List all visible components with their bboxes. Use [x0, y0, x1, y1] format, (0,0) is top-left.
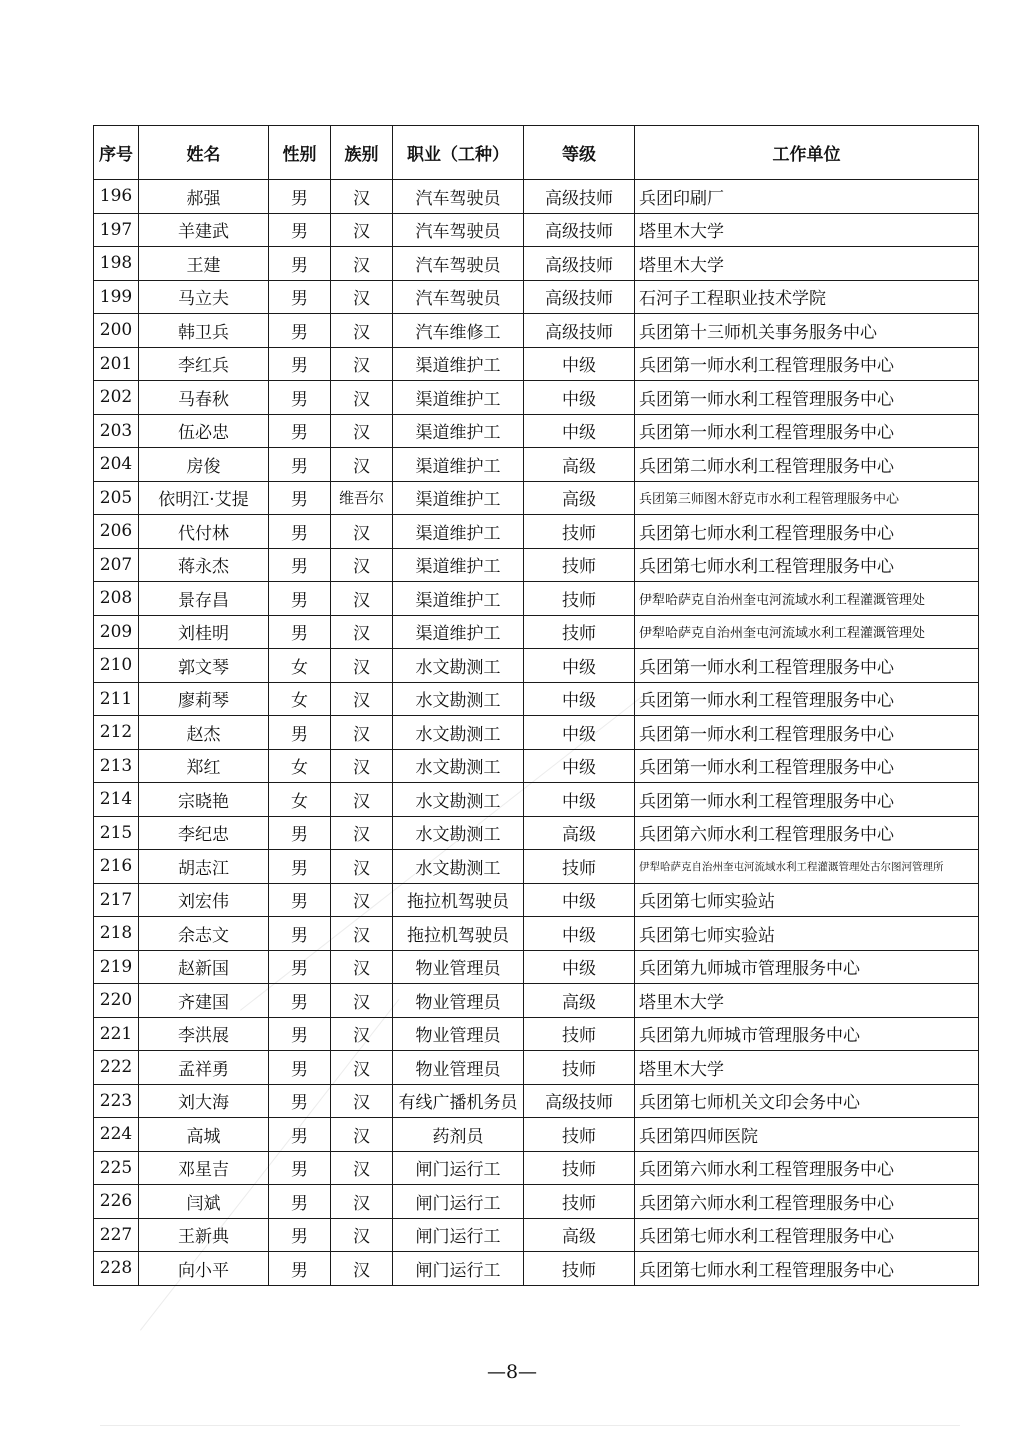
cell-no: 213	[94, 749, 139, 783]
cell-no: 208	[94, 582, 139, 616]
cell-occupation: 药剂员	[393, 1118, 524, 1152]
cell-no: 218	[94, 917, 139, 951]
header-name: 姓名	[139, 126, 269, 180]
cell-name: 廖莉琴	[139, 682, 269, 716]
cell-gender: 女	[269, 649, 331, 683]
cell-unit: 石河子工程职业技术学院	[635, 280, 979, 314]
cell-ethnicity: 汉	[331, 414, 393, 448]
cell-name: 郭文琴	[139, 649, 269, 683]
cell-level: 高级技师	[524, 314, 635, 348]
cell-gender: 男	[269, 1151, 331, 1185]
header-ethnicity: 族别	[331, 126, 393, 180]
cell-unit: 兵团第一师水利工程管理服务中心	[635, 749, 979, 783]
cell-gender: 男	[269, 1084, 331, 1118]
cell-gender: 男	[269, 381, 331, 415]
cell-no: 223	[94, 1084, 139, 1118]
cell-no: 225	[94, 1151, 139, 1185]
cell-unit: 兵团第一师水利工程管理服务中心	[635, 783, 979, 817]
cell-no: 226	[94, 1185, 139, 1219]
cell-level: 中级	[524, 649, 635, 683]
table-row	[94, 984, 979, 1018]
cell-ethnicity: 汉	[331, 280, 393, 314]
cell-level: 中级	[524, 917, 635, 951]
cell-level: 技师	[524, 1151, 635, 1185]
cell-unit: 兵团第七师实验站	[635, 883, 979, 917]
cell-ethnicity: 汉	[331, 1118, 393, 1152]
cell-occupation: 水文勘测工	[393, 783, 524, 817]
table-row	[94, 481, 979, 515]
cell-ethnicity: 汉	[331, 950, 393, 984]
cell-no: 211	[94, 682, 139, 716]
table-row	[94, 1218, 979, 1252]
cell-occupation: 物业管理员	[393, 984, 524, 1018]
cell-gender: 女	[269, 749, 331, 783]
cell-gender: 男	[269, 247, 331, 281]
cell-occupation: 闸门运行工	[393, 1185, 524, 1219]
cell-occupation: 水文勘测工	[393, 716, 524, 750]
cell-gender: 男	[269, 816, 331, 850]
cell-ethnicity: 汉	[331, 716, 393, 750]
table-row	[94, 280, 979, 314]
cell-occupation: 闸门运行工	[393, 1218, 524, 1252]
table-row	[94, 783, 979, 817]
cell-occupation: 汽车驾驶员	[393, 247, 524, 281]
table-row	[94, 950, 979, 984]
cell-level: 技师	[524, 548, 635, 582]
cell-name: 王新典	[139, 1218, 269, 1252]
cell-no: 228	[94, 1252, 139, 1286]
cell-unit: 兵团第七师水利工程管理服务中心	[635, 515, 979, 549]
cell-occupation: 水文勘测工	[393, 682, 524, 716]
cell-level: 技师	[524, 1051, 635, 1085]
cell-ethnicity: 汉	[331, 247, 393, 281]
cell-unit: 塔里木大学	[635, 984, 979, 1018]
cell-unit: 塔里木大学	[635, 247, 979, 281]
personnel-table	[93, 125, 979, 1286]
cell-level: 中级	[524, 749, 635, 783]
cell-occupation: 水文勘测工	[393, 649, 524, 683]
cell-ethnicity: 汉	[331, 548, 393, 582]
cell-no: 209	[94, 615, 139, 649]
cell-name: 郑红	[139, 749, 269, 783]
cell-occupation: 水文勘测工	[393, 749, 524, 783]
cell-name: 马立夫	[139, 280, 269, 314]
header-no: 序号	[94, 126, 139, 180]
cell-no: 198	[94, 247, 139, 281]
cell-gender: 男	[269, 615, 331, 649]
cell-gender: 男	[269, 1118, 331, 1152]
cell-name: 刘宏伟	[139, 883, 269, 917]
cell-ethnicity: 汉	[331, 682, 393, 716]
cell-gender: 男	[269, 180, 331, 214]
cell-gender: 男	[269, 950, 331, 984]
cell-occupation: 渠道维护工	[393, 448, 524, 482]
cell-occupation: 渠道维护工	[393, 548, 524, 582]
cell-level: 高级	[524, 481, 635, 515]
cell-occupation: 物业管理员	[393, 1051, 524, 1085]
cell-occupation: 闸门运行工	[393, 1252, 524, 1286]
table-row	[94, 582, 979, 616]
cell-gender: 男	[269, 515, 331, 549]
cell-occupation: 物业管理员	[393, 1017, 524, 1051]
cell-occupation: 渠道维护工	[393, 481, 524, 515]
table-row	[94, 515, 979, 549]
cell-gender: 男	[269, 1252, 331, 1286]
cell-ethnicity: 汉	[331, 582, 393, 616]
cell-no: 201	[94, 347, 139, 381]
cell-ethnicity: 汉	[331, 381, 393, 415]
cell-level: 中级	[524, 716, 635, 750]
cell-unit: 兵团第一师水利工程管理服务中心	[635, 381, 979, 415]
cell-name: 王建	[139, 247, 269, 281]
cell-gender: 男	[269, 716, 331, 750]
cell-ethnicity: 汉	[331, 816, 393, 850]
cell-ethnicity: 汉	[331, 1218, 393, 1252]
cell-occupation: 汽车驾驶员	[393, 213, 524, 247]
cell-level: 技师	[524, 1017, 635, 1051]
cell-gender: 男	[269, 984, 331, 1018]
cell-gender: 男	[269, 1017, 331, 1051]
table-row	[94, 1252, 979, 1286]
cell-no: 212	[94, 716, 139, 750]
cell-unit: 兵团第六师水利工程管理服务中心	[635, 1151, 979, 1185]
table-row	[94, 448, 979, 482]
cell-no: 207	[94, 548, 139, 582]
cell-gender: 男	[269, 548, 331, 582]
cell-level: 技师	[524, 1185, 635, 1219]
cell-no: 200	[94, 314, 139, 348]
cell-ethnicity: 维吾尔	[331, 481, 393, 515]
cell-level: 高级技师	[524, 213, 635, 247]
header-unit: 工作单位	[635, 126, 979, 180]
cell-occupation: 渠道维护工	[393, 515, 524, 549]
table-body	[94, 180, 979, 1286]
cell-level: 高级	[524, 1218, 635, 1252]
cell-unit: 兵团第一师水利工程管理服务中心	[635, 414, 979, 448]
cell-ethnicity: 汉	[331, 783, 393, 817]
cell-ethnicity: 汉	[331, 448, 393, 482]
cell-level: 中级	[524, 347, 635, 381]
cell-level: 高级技师	[524, 280, 635, 314]
cell-unit: 兵团第四师医院	[635, 1118, 979, 1152]
cell-unit: 兵团第九师城市管理服务中心	[635, 1017, 979, 1051]
cell-name: 刘大海	[139, 1084, 269, 1118]
table-row	[94, 716, 979, 750]
cell-ethnicity: 汉	[331, 347, 393, 381]
cell-no: 220	[94, 984, 139, 1018]
cell-occupation: 渠道维护工	[393, 347, 524, 381]
cell-ethnicity: 汉	[331, 984, 393, 1018]
cell-unit: 兵团印刷厂	[635, 180, 979, 214]
cell-unit: 兵团第一师水利工程管理服务中心	[635, 347, 979, 381]
cell-level: 技师	[524, 615, 635, 649]
cell-unit: 兵团第九师城市管理服务中心	[635, 950, 979, 984]
cell-name: 邓星吉	[139, 1151, 269, 1185]
cell-level: 高级	[524, 448, 635, 482]
cell-occupation: 水文勘测工	[393, 850, 524, 884]
cell-gender: 男	[269, 414, 331, 448]
cell-name: 代付林	[139, 515, 269, 549]
cell-ethnicity: 汉	[331, 515, 393, 549]
cell-no: 210	[94, 649, 139, 683]
cell-ethnicity: 汉	[331, 917, 393, 951]
table-row	[94, 180, 979, 214]
table-row	[94, 1151, 979, 1185]
cell-unit: 兵团第三师图木舒克市水利工程管理服务中心	[635, 481, 979, 515]
cell-no: 202	[94, 381, 139, 415]
cell-no: 222	[94, 1051, 139, 1085]
cell-ethnicity: 汉	[331, 1151, 393, 1185]
table-row	[94, 649, 979, 683]
table-header-row	[94, 126, 979, 180]
cell-unit: 兵团第七师实验站	[635, 917, 979, 951]
cell-gender: 男	[269, 1051, 331, 1085]
table-row	[94, 1118, 979, 1152]
cell-unit: 伊犁哈萨克自治州奎屯河流域水利工程灌溉管理处	[635, 615, 979, 649]
cell-name: 高城	[139, 1118, 269, 1152]
cell-no: 217	[94, 883, 139, 917]
cell-name: 李纪忠	[139, 816, 269, 850]
header-gender: 性别	[269, 126, 331, 180]
cell-occupation: 闸门运行工	[393, 1151, 524, 1185]
cell-gender: 男	[269, 481, 331, 515]
cell-occupation: 渠道维护工	[393, 615, 524, 649]
table-row	[94, 682, 979, 716]
cell-ethnicity: 汉	[331, 649, 393, 683]
cell-occupation: 渠道维护工	[393, 414, 524, 448]
page-number: —8—	[486, 1361, 538, 1383]
cell-name: 依明江·艾提	[139, 481, 269, 515]
cell-no: 204	[94, 448, 139, 482]
table-row	[94, 414, 979, 448]
cell-name: 孟祥勇	[139, 1051, 269, 1085]
cell-no: 203	[94, 414, 139, 448]
cell-name: 宗晓艳	[139, 783, 269, 817]
table-row	[94, 917, 979, 951]
cell-no: 205	[94, 481, 139, 515]
cell-no: 224	[94, 1118, 139, 1152]
cell-ethnicity: 汉	[331, 213, 393, 247]
cell-name: 李洪展	[139, 1017, 269, 1051]
cell-unit: 塔里木大学	[635, 1051, 979, 1085]
cell-ethnicity: 汉	[331, 1084, 393, 1118]
cell-ethnicity: 汉	[331, 1017, 393, 1051]
cell-level: 技师	[524, 1252, 635, 1286]
cell-ethnicity: 汉	[331, 180, 393, 214]
cell-no: 214	[94, 783, 139, 817]
table-row	[94, 1185, 979, 1219]
cell-occupation: 渠道维护工	[393, 582, 524, 616]
cell-gender: 女	[269, 682, 331, 716]
cell-unit: 兵团第一师水利工程管理服务中心	[635, 716, 979, 750]
cell-name: 蒋永杰	[139, 548, 269, 582]
table-row	[94, 548, 979, 582]
cell-unit: 塔里木大学	[635, 213, 979, 247]
cell-name: 向小平	[139, 1252, 269, 1286]
table-row	[94, 381, 979, 415]
table-row	[94, 615, 979, 649]
cell-no: 199	[94, 280, 139, 314]
cell-name: 李红兵	[139, 347, 269, 381]
cell-name: 赵杰	[139, 716, 269, 750]
cell-gender: 男	[269, 1218, 331, 1252]
cell-occupation: 拖拉机驾驶员	[393, 917, 524, 951]
decorative-line	[100, 1425, 960, 1426]
cell-no: 227	[94, 1218, 139, 1252]
cell-level: 技师	[524, 515, 635, 549]
cell-level: 技师	[524, 1118, 635, 1152]
cell-gender: 男	[269, 917, 331, 951]
cell-name: 闫斌	[139, 1185, 269, 1219]
cell-occupation: 有线广播机务员	[393, 1084, 524, 1118]
cell-ethnicity: 汉	[331, 850, 393, 884]
cell-name: 马春秋	[139, 381, 269, 415]
cell-unit: 兵团第七师机关文印会务中心	[635, 1084, 979, 1118]
cell-gender: 男	[269, 448, 331, 482]
cell-no: 221	[94, 1017, 139, 1051]
table-row	[94, 850, 979, 884]
cell-occupation: 汽车驾驶员	[393, 180, 524, 214]
cell-unit: 兵团第二师水利工程管理服务中心	[635, 448, 979, 482]
cell-name: 景存昌	[139, 582, 269, 616]
cell-level: 技师	[524, 582, 635, 616]
cell-level: 中级	[524, 682, 635, 716]
cell-occupation: 拖拉机驾驶员	[393, 883, 524, 917]
table-row	[94, 1017, 979, 1051]
cell-gender: 男	[269, 347, 331, 381]
cell-occupation: 物业管理员	[393, 950, 524, 984]
cell-name: 羊建武	[139, 213, 269, 247]
cell-unit: 兵团第七师水利工程管理服务中心	[635, 1218, 979, 1252]
cell-gender: 男	[269, 850, 331, 884]
cell-level: 高级	[524, 816, 635, 850]
cell-unit: 伊犁哈萨克自治州奎屯河流域水利工程灌溉管理处古尔图河管理所	[635, 850, 979, 884]
cell-level: 高级技师	[524, 180, 635, 214]
header-occupation: 职业（工种）	[393, 126, 524, 180]
cell-level: 中级	[524, 950, 635, 984]
cell-ethnicity: 汉	[331, 1051, 393, 1085]
cell-occupation: 汽车维修工	[393, 314, 524, 348]
cell-unit: 兵团第一师水利工程管理服务中心	[635, 649, 979, 683]
cell-ethnicity: 汉	[331, 1185, 393, 1219]
cell-unit: 伊犁哈萨克自治州奎屯河流域水利工程灌溉管理处	[635, 582, 979, 616]
cell-ethnicity: 汉	[331, 615, 393, 649]
table-row	[94, 314, 979, 348]
cell-name: 郝强	[139, 180, 269, 214]
cell-name: 胡志江	[139, 850, 269, 884]
cell-gender: 女	[269, 783, 331, 817]
cell-unit: 兵团第十三师机关事务服务中心	[635, 314, 979, 348]
table-row	[94, 883, 979, 917]
table-row	[94, 816, 979, 850]
cell-ethnicity: 汉	[331, 1252, 393, 1286]
cell-unit: 兵团第一师水利工程管理服务中心	[635, 682, 979, 716]
cell-level: 中级	[524, 883, 635, 917]
cell-name: 刘桂明	[139, 615, 269, 649]
cell-no: 219	[94, 950, 139, 984]
cell-gender: 男	[269, 213, 331, 247]
cell-gender: 男	[269, 1185, 331, 1219]
cell-name: 韩卫兵	[139, 314, 269, 348]
cell-no: 216	[94, 850, 139, 884]
cell-name: 余志文	[139, 917, 269, 951]
cell-no: 197	[94, 213, 139, 247]
cell-level: 中级	[524, 783, 635, 817]
table-row	[94, 213, 979, 247]
cell-unit: 兵团第七师水利工程管理服务中心	[635, 1252, 979, 1286]
cell-ethnicity: 汉	[331, 749, 393, 783]
cell-level: 技师	[524, 850, 635, 884]
cell-gender: 男	[269, 582, 331, 616]
cell-gender: 男	[269, 883, 331, 917]
table-row	[94, 749, 979, 783]
cell-level: 高级	[524, 984, 635, 1018]
table-row	[94, 1084, 979, 1118]
table-row	[94, 247, 979, 281]
cell-occupation: 水文勘测工	[393, 816, 524, 850]
cell-level: 高级技师	[524, 1084, 635, 1118]
cell-level: 高级技师	[524, 247, 635, 281]
cell-unit: 兵团第六师水利工程管理服务中心	[635, 1185, 979, 1219]
cell-no: 196	[94, 180, 139, 214]
header-level: 等级	[524, 126, 635, 180]
cell-unit: 兵团第六师水利工程管理服务中心	[635, 816, 979, 850]
cell-level: 中级	[524, 414, 635, 448]
cell-gender: 男	[269, 314, 331, 348]
table-row	[94, 1051, 979, 1085]
cell-name: 房俊	[139, 448, 269, 482]
cell-level: 中级	[524, 381, 635, 415]
cell-name: 赵新国	[139, 950, 269, 984]
cell-ethnicity: 汉	[331, 314, 393, 348]
cell-ethnicity: 汉	[331, 883, 393, 917]
cell-occupation: 渠道维护工	[393, 381, 524, 415]
cell-occupation: 汽车驾驶员	[393, 280, 524, 314]
cell-gender: 男	[269, 280, 331, 314]
cell-no: 215	[94, 816, 139, 850]
cell-unit: 兵团第七师水利工程管理服务中心	[635, 548, 979, 582]
cell-no: 206	[94, 515, 139, 549]
cell-name: 伍必忠	[139, 414, 269, 448]
cell-name: 齐建国	[139, 984, 269, 1018]
table-row	[94, 347, 979, 381]
